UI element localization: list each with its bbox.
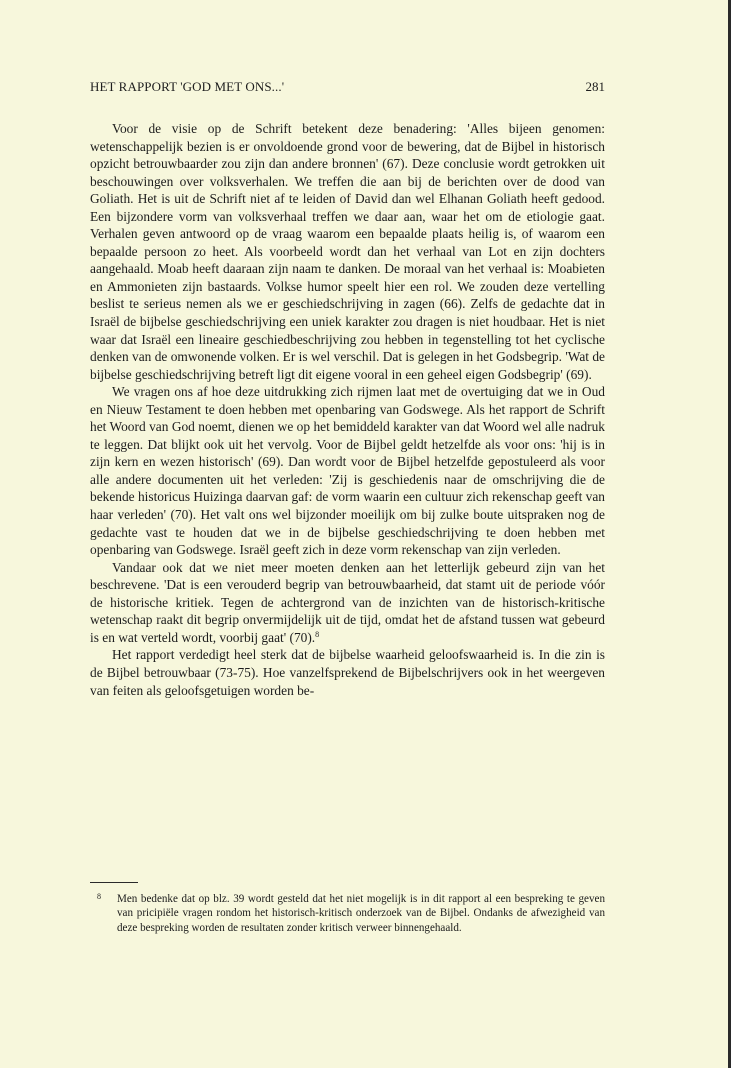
page-header (90, 79, 605, 97)
page-number: 281 (585, 79, 605, 94)
footnote-divider (90, 882, 138, 883)
running-title: HET RAPPORT 'GOD MET ONS...' (90, 79, 285, 94)
paragraph-3-text: Vandaar ook dat we niet meer moeten denken aan het letterlijk gebeurd zijn van het beschrevene. 'Dat is een verouderd begrip van betrouwbaarheid, dat stamt uit de periode vóór de historische kritiek. Tegen de achtergrond van de inzichten van de historisch-kritische wetenschap raakt dit begrip onvermijdelijk uit de tijd, omdat het de afstand tussen wat gebeurd is en wat verteld wordt, voorbij gaat' (70). (90, 559, 605, 645)
footnote (90, 892, 605, 935)
body-text (90, 120, 605, 699)
footnote-mark: 8 (97, 892, 101, 901)
paragraph-2: We vragen ons af hoe deze uitdrukking zich rijmen laat met de overtuiging dat we in Oud en Nieuw Testament te doen hebben met openbaring van Godswege. Als het rapport de Schrift het Woord van God noemt, dienen we op het bemiddeld karakter van dat Woord wel alle nadruk te leggen. Dat blijkt ook uit het vervolg. Voor de Bijbel geldt hetzelfde als voor ons: 'hij is in zijn kern en wezen historisch' (69). Dan wordt voor de Bijbel hetzelfde gepostuleerd als voor alle andere documenten uit het verleden: 'Zij is geschiedenis naar de omschrijving die de bekende historicus Huizinga daarvan gaf: de vorm waarin een cultuur zich rekenschap geeft van haar verleden' (70). Het valt ons wel bijzonder moeilijk om bij zulke boute uitspraken nog de gedachte vast te houden dat we in de bijbelse geschiedschrijving te doen hebben met openbaring van Godswege. Israël geeft zich in deze vorm rekenschap van zijn verleden. (90, 384, 605, 558)
paragraph-1: Voor de visie op de Schrift betekent deze benadering: 'Alles bijeen genomen: wetenschappelijk bezien is er onvoldoende grond voor de bewering, dat de Bijbel in historisch opzicht betrouwbaarder zou zijn dan andere bronnen' (67). Deze conclusie wordt getrokken uit beschouwingen over volksverhalen. We treffen die aan bij de berichten over de dood van Goliath. Het is uit de Schrift niet af te leiden of David dan wel Elhanan Goliath heeft gedood. Een bijzondere vorm van volksverhaal treffen we daar aan, waar het om de etiologie gaat. Verhalen geven antwoord op de vraag waarom een bepaalde plaats heilig is, of waarom een bepaalde persoon zo heet. Als voorbeeld wordt dan het verhaal van Lot en zijn dochters aangehaald. Moab heeft daaraan zijn naam te danken. De moraal van het verhaal is: Moabieten en Ammonieten zijn bastaards. Volkse humor speelt hier een rol. We zouden deze vertelling beslist te serieus nemen als we er geschiedschrijving in zagen (66). Zelfs de gedachte dat in Israël de bijbelse geschiedschrijving een uniek karakter zou dragen is niet houdbaar. Het is niet waar dat Israël een lineaire geschiedbeschrijving zou hebben in tegenstelling tot het cyclische denken van de omwonende volken. Er is wel verschil. Dat is gelegen in het Godsbegrip. 'Wat de bijbelse geschiedschrijving betreft ligt dit eigene vooral in een geheel eigen Godsbegrip' (69). (90, 121, 605, 382)
footnote-text: Men bedenke dat op blz. 39 wordt gesteld dat het niet mogelijk is in dit rapport al een bespreking te geven van pricipiële vragen rondom het historisch-kritisch onderzoek van de Bijbel. Ondanks de afwezigheid van deze bespreking worden de resultaten zonder kritisch verweer binnengehaald. (117, 893, 605, 934)
footnote-reference: 8 (315, 629, 320, 639)
paragraph-3 (90, 559, 605, 647)
paragraph-4: Het rapport verdedigt heel sterk dat de bijbelse waarheid geloofswaarheid is. In die zin is de Bijbel betrouwbaar (73-75). Hoe vanzelfsprekend de Bijbelschrijvers ook in het weergeven van feiten als geloofsgetuigen worden be- (90, 647, 605, 698)
page-edge-shadow (728, 0, 731, 1068)
